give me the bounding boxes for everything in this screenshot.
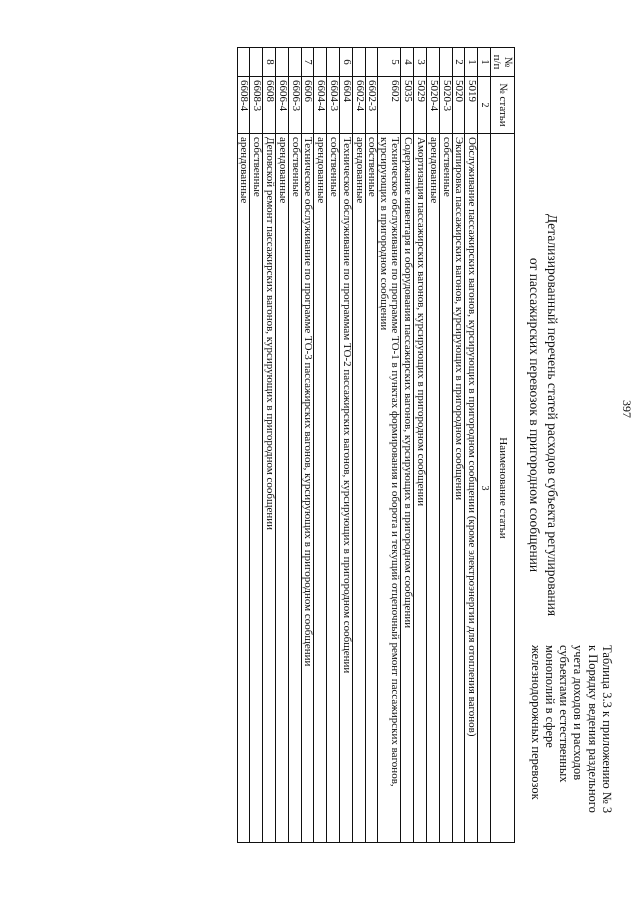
document-subtitle: от пассажирских перевозок в пригородном сообщении bbox=[527, 257, 542, 573]
appendix-line: монополий в сфере bbox=[542, 645, 557, 748]
article-code: 6602-4 bbox=[352, 77, 365, 134]
appendix-line: учета доходов и расходов bbox=[571, 645, 586, 781]
table-row bbox=[414, 48, 427, 843]
article-code: 5029 bbox=[414, 77, 427, 134]
table-row bbox=[378, 48, 401, 843]
article-code: 5020-3 bbox=[439, 77, 452, 134]
table-row bbox=[365, 48, 378, 843]
table-row bbox=[314, 48, 327, 843]
row-number: 4 bbox=[401, 48, 414, 77]
table-header-row bbox=[491, 48, 515, 843]
row-number: 6 bbox=[340, 48, 353, 77]
header-name: Наименование статьи bbox=[491, 134, 515, 843]
row-number bbox=[314, 48, 327, 77]
article-name: собственные bbox=[288, 134, 301, 843]
article-name: Обслуживание пассажирских вагонов, курсирующих в пригородном сообщении (кроме электроэнергии для отопления вагонов) bbox=[465, 134, 478, 843]
article-name: собственные bbox=[365, 134, 378, 843]
table-row bbox=[288, 48, 301, 843]
table-row bbox=[276, 48, 289, 843]
row-number bbox=[237, 48, 250, 77]
table-row bbox=[352, 48, 365, 843]
article-code: 5020-4 bbox=[427, 77, 440, 134]
article-name: Экипировка пассажирских вагонов, курсирующих в пригородном сообщении bbox=[452, 134, 465, 843]
appendix-line: железнодорожных перевозок bbox=[528, 645, 543, 800]
row-number bbox=[250, 48, 263, 77]
row-number bbox=[439, 48, 452, 77]
article-name: арендованные bbox=[237, 134, 250, 843]
table-row bbox=[439, 48, 452, 843]
row-number: 3 bbox=[414, 48, 427, 77]
article-name: Амортизация пассажирских вагонов, курсирующих в пригородном сообщении bbox=[414, 134, 427, 843]
table-row bbox=[452, 48, 465, 843]
row-number bbox=[288, 48, 301, 77]
article-name: Техническое обслуживание по программе ТО-1 в пунктах формирования и оборота и текущий отцепочный ремонт пассажирских вагонов, курсирующих в пригородном сообщении bbox=[378, 134, 401, 843]
table-body bbox=[237, 48, 478, 843]
article-name: собственные bbox=[250, 134, 263, 843]
article-code: 5019 bbox=[465, 77, 478, 134]
row-number: 7 bbox=[301, 48, 314, 77]
article-name: арендованные bbox=[276, 134, 289, 843]
article-code: 5035 bbox=[401, 77, 414, 134]
article-name: арендованные bbox=[314, 134, 327, 843]
appendix-line: Таблица 3.3 к приложению № 3 bbox=[600, 645, 614, 814]
table-row bbox=[301, 48, 314, 843]
article-name: Деповской ремонт пассажирских вагонов, курсирующих в пригородном сообщении bbox=[263, 134, 276, 843]
row-number: 8 bbox=[263, 48, 276, 77]
table-row bbox=[340, 48, 353, 843]
column-number-row bbox=[478, 48, 491, 843]
row-number bbox=[427, 48, 440, 77]
table-row bbox=[465, 48, 478, 843]
appendix-line: к Порядку ведения раздельного bbox=[585, 645, 600, 813]
article-code: 6604-3 bbox=[327, 77, 340, 134]
row-number: 5 bbox=[378, 48, 401, 77]
row-number bbox=[276, 48, 289, 77]
header-code: № статьи bbox=[491, 77, 515, 134]
appendix-line: субъектами естественных bbox=[557, 645, 572, 783]
article-name: собственные bbox=[327, 134, 340, 843]
row-number bbox=[365, 48, 378, 77]
table-row bbox=[250, 48, 263, 843]
article-name: Техническое обслуживание по программе ТО-3 пассажирских вагонов, курсирующих в пригородном сообщении bbox=[301, 134, 314, 843]
page-number: 397 bbox=[620, 400, 634, 418]
article-code: 6608-3 bbox=[250, 77, 263, 134]
col-number: 3 bbox=[478, 134, 491, 843]
article-code: 6604-4 bbox=[314, 77, 327, 134]
article-name: арендованные bbox=[352, 134, 365, 843]
article-code: 6608-4 bbox=[237, 77, 250, 134]
article-code: 6606 bbox=[301, 77, 314, 134]
article-code: 6602 bbox=[378, 77, 401, 134]
expense-items-table bbox=[237, 47, 515, 843]
article-code: 5020 bbox=[452, 77, 465, 134]
col-number: 1 bbox=[478, 48, 491, 77]
table-row bbox=[401, 48, 414, 843]
row-number: 2 bbox=[452, 48, 465, 77]
article-name: арендованные bbox=[427, 134, 440, 843]
article-name: Содержание инвентаря и оборудования пассажирских вагонов, курсирующих в пригородном сообщении bbox=[401, 134, 414, 843]
table-row bbox=[237, 48, 250, 843]
table-row bbox=[327, 48, 340, 843]
article-code: 6602-3 bbox=[365, 77, 378, 134]
article-name: Техническое обслуживание по программам ТО-2 пассажирских вагонов, курсирующих в пригородном сообщении bbox=[340, 134, 353, 843]
col-number: 2 bbox=[478, 77, 491, 134]
table-row bbox=[427, 48, 440, 843]
article-code: 6606-3 bbox=[288, 77, 301, 134]
article-code: 6604 bbox=[340, 77, 353, 134]
row-number bbox=[327, 48, 340, 77]
row-number: 1 bbox=[465, 48, 478, 77]
article-name: собственные bbox=[439, 134, 452, 843]
article-code: 6606-4 bbox=[276, 77, 289, 134]
document-title: Детализированный перечень статей расходов субъекта регулирования bbox=[545, 213, 560, 617]
article-code: 6608 bbox=[263, 77, 276, 134]
row-number bbox=[352, 48, 365, 77]
table-row bbox=[263, 48, 276, 843]
header-num: № п/п bbox=[491, 48, 515, 77]
